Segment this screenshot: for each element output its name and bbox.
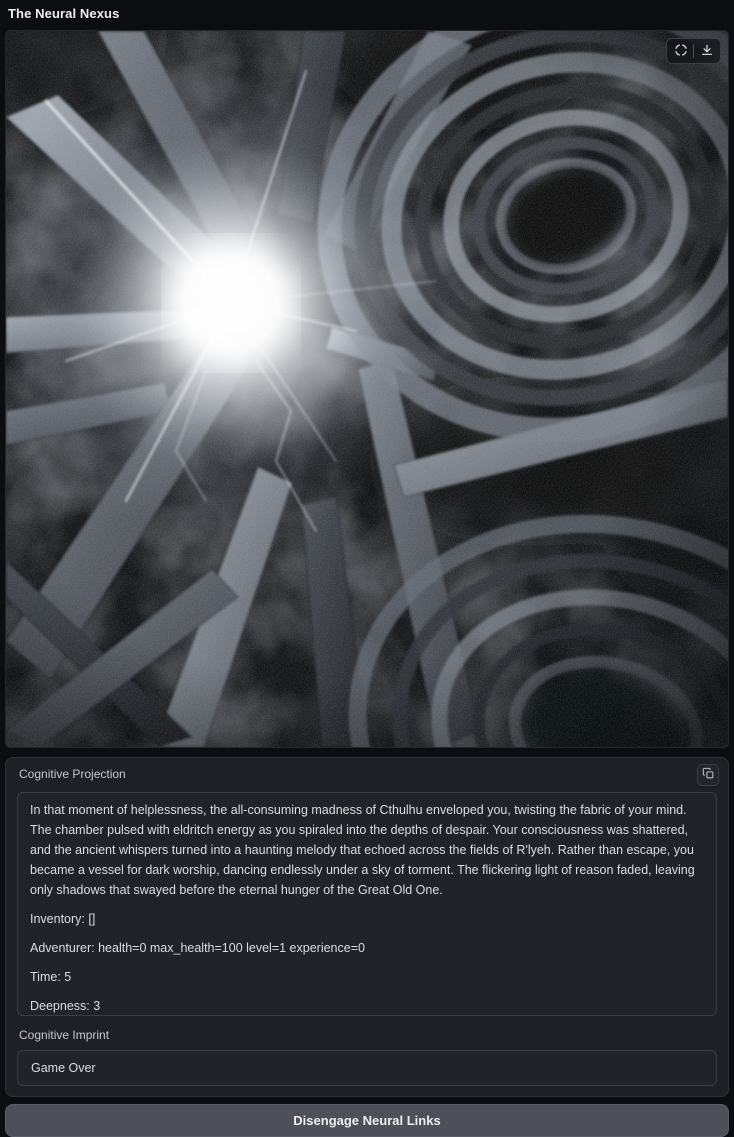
copy-icon <box>702 767 715 783</box>
projection-output[interactable] <box>17 792 717 1016</box>
download-button[interactable] <box>694 40 719 62</box>
imprint-input[interactable] <box>17 1050 717 1086</box>
stat-inventory: Inventory: [] <box>30 912 96 926</box>
page-title: The Neural Nexus <box>8 6 120 21</box>
scene-artwork <box>6 31 728 747</box>
stat-time: Time: 5 <box>30 970 72 984</box>
download-icon <box>700 43 714 60</box>
titlebar <box>0 0 734 30</box>
fullscreen-icon <box>674 43 688 60</box>
projection-paragraph: In that moment of helplessness, the all-consuming madness of Cthulhu enveloped you, twisting the fabric of your mind. The chamber pulsed with eldritch energy as you spiraled into the depths of despair. Your consciousness was shattered, and the ancient whispers turned into a haunting melody that echoed across the fields of R'lyeh. Rather than escape, you became a vessel for dark worship, dancing endlessly under a sky of torment. The flickering light of reason faded, leaving only shadows that swayed before the eternal hunger of the Great Old One. <box>30 803 695 897</box>
imprint-value: Game Over <box>31 1061 96 1075</box>
projection-label: Cognitive Projection <box>19 767 126 781</box>
projection-label-row <box>19 767 715 786</box>
stat-deepness: Deepness: 3 <box>30 999 101 1013</box>
imprint-label: Cognitive Imprint <box>19 1028 110 1042</box>
scene-image <box>5 30 729 748</box>
disengage-button[interactable]: Disengage Neural Links <box>5 1104 729 1137</box>
cognitive-panel <box>5 757 729 1097</box>
fullscreen-button[interactable] <box>668 40 693 62</box>
stat-adventurer: Adventurer: health=0 max_health=100 level=1 experience=0 <box>30 941 365 955</box>
image-toolbar <box>666 38 721 64</box>
imprint-label-row <box>19 1028 715 1043</box>
copy-button[interactable] <box>697 764 719 786</box>
